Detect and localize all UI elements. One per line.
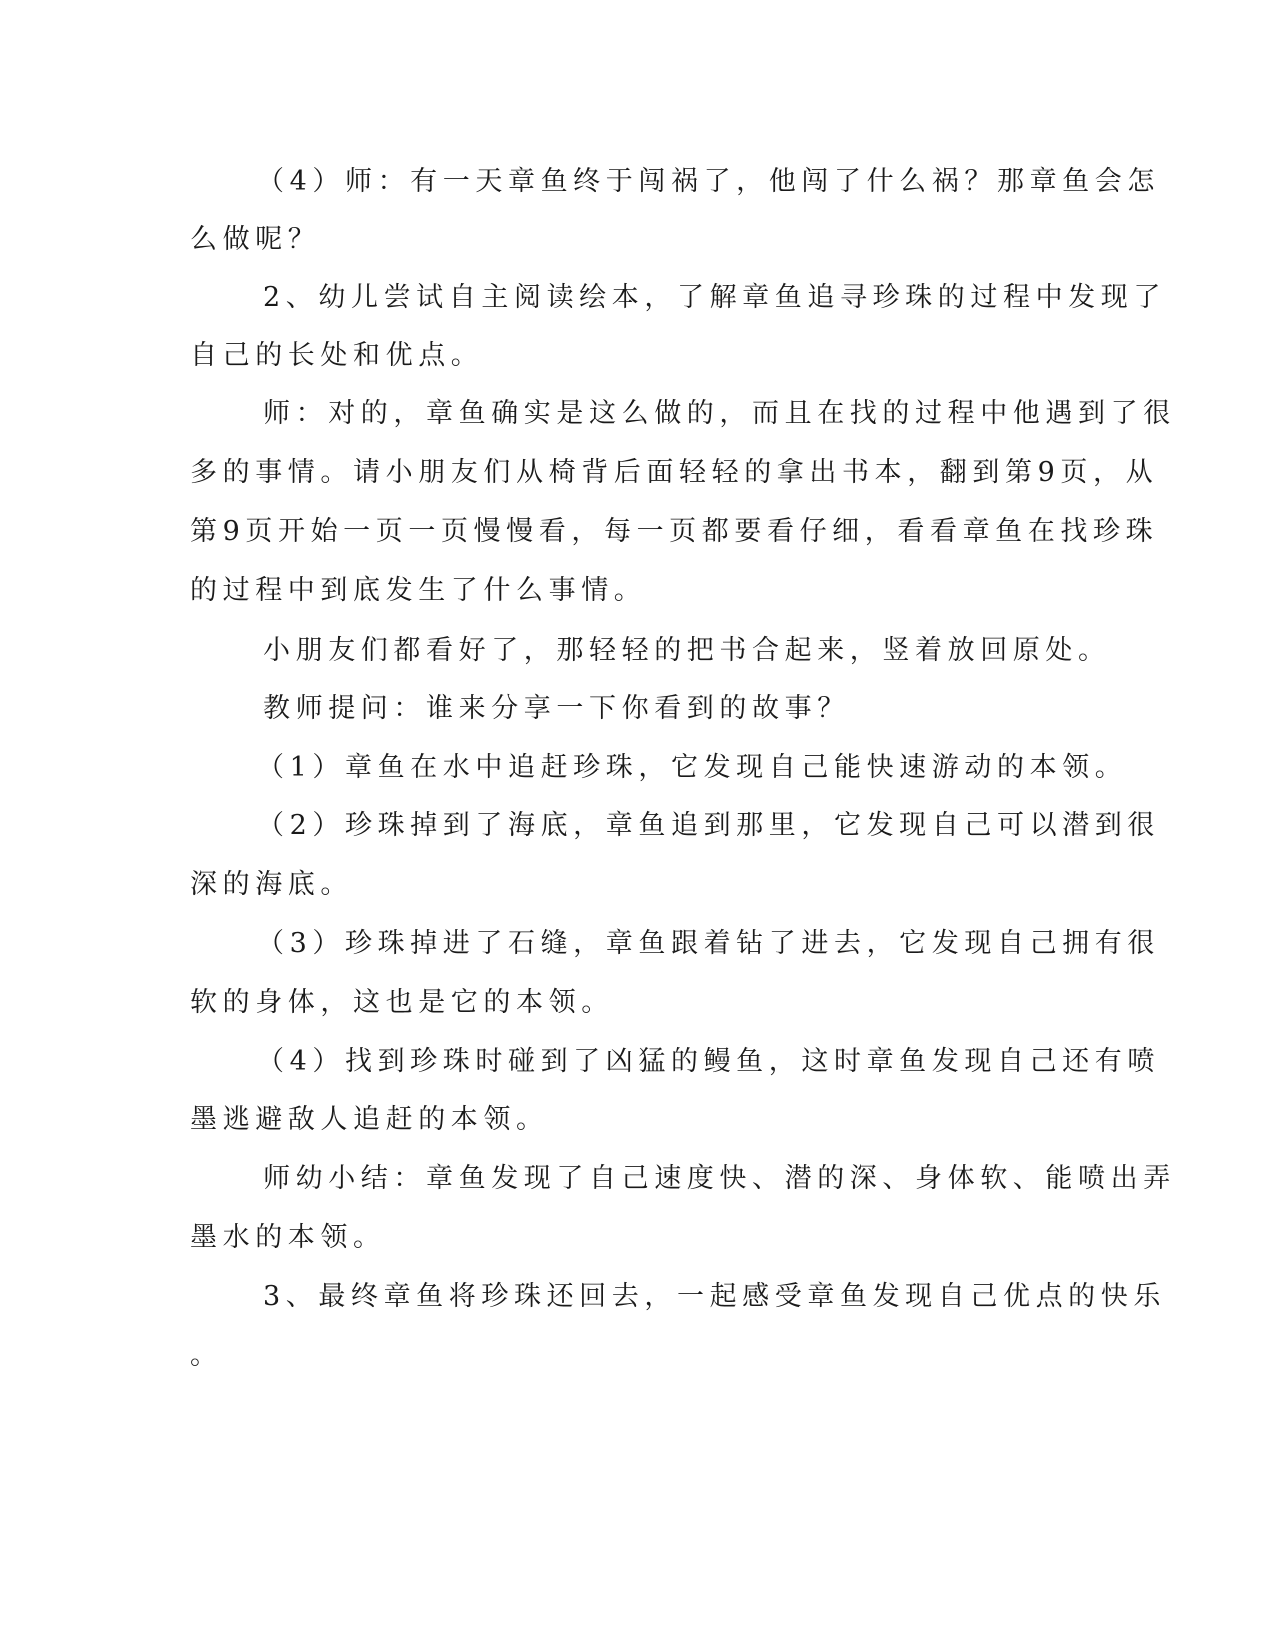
text-line: 3、最终章鱼将珍珠还回去，一起感受章鱼发现自己优点的快乐 [263, 1281, 1166, 1312]
text-line: 深的海底。 [190, 869, 353, 900]
text-line: （1）章鱼在水中追赶珍珠，它发现自己能快速游动的本领。 [257, 752, 1128, 783]
text-line: （4）师：有一天章鱼终于闯祸了，他闯了什么祸？那章鱼会怎 [257, 166, 1160, 197]
text-line: 。 [190, 1340, 223, 1371]
text-line: 师：对的，章鱼确实是这么做的，而且在找的过程中他遇到了很 [263, 398, 1176, 429]
text-line: 第9页开始一页一页慢慢看，每一页都要看仔细，看看章鱼在找珍珠 [190, 516, 1159, 547]
text-line: （2）珍珠掉到了海底，章鱼追到那里，它发现自己可以潜到很 [257, 810, 1160, 841]
text-line: 教师提问：谁来分享一下你看到的故事？ [263, 693, 850, 724]
text-line: 自己的长处和优点。 [190, 340, 484, 371]
text-line: 小朋友们都看好了，那轻轻的把书合起来，竖着放回原处。 [263, 635, 1111, 666]
text-line: （4）找到珍珠时碰到了凶猛的鳗鱼，这时章鱼发现自己还有喷 [257, 1046, 1160, 1077]
text-line: 师幼小结：章鱼发现了自己速度快、潜的深、身体软、能喷出弄 [263, 1163, 1176, 1194]
text-line: 的过程中到底发生了什么事情。 [190, 575, 647, 606]
text-line: （3）珍珠掉进了石缝，章鱼跟着钻了进去，它发现自己拥有很 [257, 928, 1160, 959]
text-line: 么做呢？ [190, 224, 321, 255]
text-line: 墨逃避敌人追赶的本领。 [190, 1104, 549, 1135]
text-line: 2、幼儿尝试自主阅读绘本，了解章鱼追寻珍珠的过程中发现了 [263, 282, 1166, 313]
text-line: 软的身体，这也是它的本领。 [190, 987, 614, 1018]
text-line: 多的事情。请小朋友们从椅背后面轻轻的拿出书本，翻到第9页，从 [190, 457, 1159, 488]
text-line: 墨水的本领。 [190, 1222, 386, 1253]
